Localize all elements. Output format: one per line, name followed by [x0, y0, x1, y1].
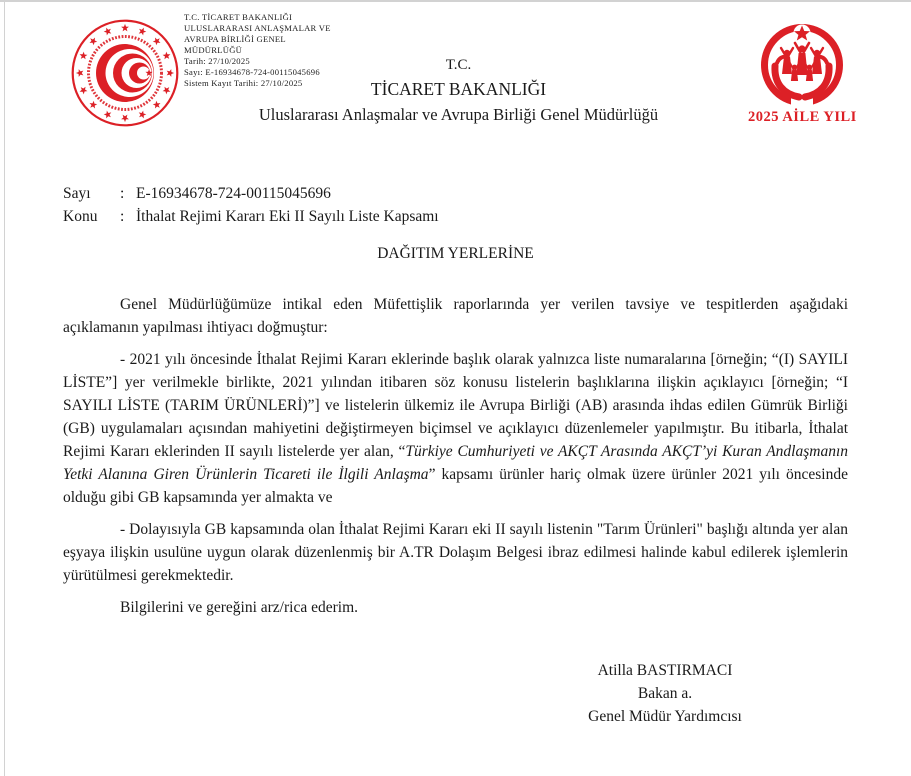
- stamp-system-date-line: Sistem Kayıt Tarihi: 27/10/2025: [184, 78, 303, 88]
- konu-value: İthalat Rejimi Kararı Eki II Sayılı Liste Kapsamı: [136, 208, 439, 225]
- signer-capacity: Bakan a.: [637, 685, 693, 702]
- stamp-line: ULUSLARARASI ANLAŞMALAR VE: [184, 23, 331, 33]
- sayi-value: E-16934678-724-00115045696: [136, 185, 331, 202]
- page-top-border: [0, 0, 911, 2]
- paragraph-2-agreement-title: Türkiye Cumhuriyeti ve AKÇT Arasında AKÇT’yi Kuran Andlaşmanın Yetki Alanına Giren Ürünlerin Ticareti ile İlgili Anlaşma: [63, 443, 849, 483]
- letterhead-directorate: Uluslararası Anlaşmalar ve Avrupa Birliği Genel Müdürlüğü: [258, 105, 659, 124]
- konu-label: Konu: [63, 208, 98, 225]
- sayi-label: Sayı: [63, 185, 91, 202]
- paragraph-2-text-end: ” kapsamı ürünler hariç olmak üzere ürünler 2021 yılı öncesinde olduğu gibi GB kapsamında yer almakta ve: [63, 466, 848, 506]
- letterhead-ministry: TİCARET BAKANLIĞI: [370, 79, 547, 99]
- konu-row: [63, 205, 848, 228]
- stamp-line: T.C. TİCARET BAKANLIĞI: [184, 12, 293, 22]
- sayi-colon: :: [120, 185, 125, 202]
- signature-block: [515, 659, 815, 728]
- sayi-row: [63, 182, 848, 205]
- signer-title: Genel Müdür Yardımcısı: [588, 708, 742, 725]
- paragraph-1: Genel Müdürlüğümüze intikal eden Müfettişlik raporlarında yer verilen tavsiye ve tespitlerden aşağıdaki açıklamanın yapılması ihtiyacı doğmuştur:: [63, 296, 848, 336]
- family-year-emblem: [748, 20, 856, 126]
- stamp-number-line: Sayı: E-16934678-724-00115045696: [184, 67, 320, 77]
- stamp-line: MÜDÜRLÜĞÜ: [184, 45, 243, 55]
- konu-colon: :: [120, 208, 125, 225]
- signer-name: Atilla BASTIRMACI: [597, 662, 733, 679]
- stamp-date-line: Tarih: 27/10/2025: [184, 56, 250, 66]
- paragraph-2-text: - 2021 yılı öncesinde İthalat Rejimi Kararı eklerinde başlık olarak yalnızca liste numaralarına [örneğin; “(I) SAYILI LİSTE”] yer verilmekle birlikte, 2021 yılından itibaren söz konusu listelerin başlıklarına ilişkin açıklayıcı [örneğin; “I SAYILI LİSTE (TARIM ÜRÜNLERİ)”] ve listelerin ülkemiz ile Avrupa Birliği (AB) arasında ihdas edilen Gümrük Birliği (GB) uygulamaları açısından mahiyetini değiştirmeyen biçimsel ve açıklayıcı düzenlemeler yapılmıştır. Bu itibarla, İthalat Rejimi Kararı eklerinden II sayılı listelerde yer alan, “: [63, 351, 848, 460]
- family-year-caption: 2025 AİLE YILI: [748, 109, 857, 125]
- paragraph-3: - Dolayısıyla GB kapsamında olan İthalat Rejimi Kararı eki II sayılı listenin "Tarım Ürünleri" başlığı altında yer alan eşyaya ilişkin usulüne uygun olarak düzenlenmiş bir A.TR Dolaşım Belgesi ibraz edilmesi halinde kabul edilerek işlemlerin yürütülmesi gerekmektedir.: [63, 521, 848, 584]
- stamp-line: AVRUPA BİRLİĞİ GENEL: [184, 34, 286, 44]
- letterhead-tc: T.C.: [445, 57, 472, 73]
- closing-line: Bilgilerini ve gereğini arz/rica ederim.: [120, 599, 358, 616]
- recipient-line: DAĞITIM YERLERİNE: [377, 245, 534, 262]
- letter-body: [63, 182, 848, 728]
- family-year-emblem-icon: [750, 20, 854, 108]
- paragraph-2: [63, 348, 848, 509]
